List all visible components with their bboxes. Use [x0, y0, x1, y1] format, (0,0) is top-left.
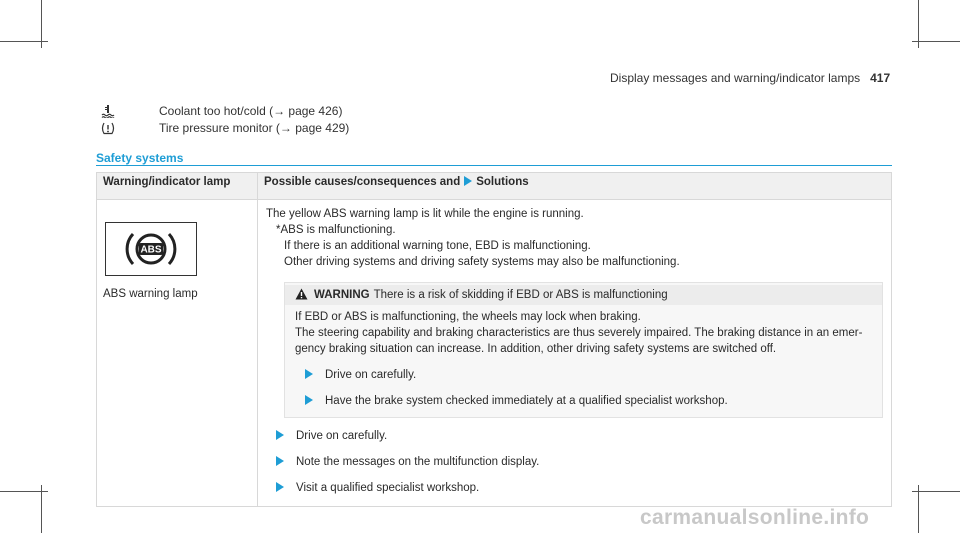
- column-header-causes: Possible causes/consequences and Solutions: [258, 173, 892, 200]
- crop-mark: [0, 491, 48, 492]
- column-header-lamp: Warning/indicator lamp: [97, 173, 258, 200]
- arrow-icon: [305, 395, 313, 405]
- warning-heading: [285, 285, 882, 305]
- warning-text: If EBD or ABS is malfunctioning, the wheels may lock when braking.: [295, 311, 641, 323]
- warning-step: Drive on carefully.: [295, 367, 872, 383]
- table-row: [97, 200, 892, 507]
- arrow-icon: [276, 482, 284, 492]
- solution-step: Drive on carefully.: [266, 428, 883, 444]
- solution-step: Note the messages on the multifunction display.: [266, 454, 883, 470]
- warning-lamp-table: [96, 172, 892, 507]
- warning-heading-text: There is a risk of skidding if EBD or ABS is malfunctioning: [373, 289, 668, 301]
- arrow-icon: [464, 176, 472, 186]
- intro-text: The yellow ABS warning lamp is lit while the engine is running.: [266, 208, 584, 220]
- page-number: 417: [870, 71, 891, 85]
- section-title: Safety systems: [96, 151, 184, 165]
- abs-warning-icon: [105, 222, 197, 276]
- table-header-row: [97, 173, 892, 200]
- solution-step: Visit a qualified specialist workshop.: [266, 480, 883, 496]
- warning-box: [284, 282, 883, 418]
- coolant-temperature-icon: [101, 105, 115, 118]
- crop-mark: [0, 41, 48, 42]
- crop-mark: [912, 41, 960, 42]
- warning-triangle-icon: [295, 288, 308, 300]
- page-header: [610, 71, 890, 85]
- warning-step: Have the brake system checked immediately at a qualified specialist workshop.: [295, 393, 872, 409]
- lamp-cell: [97, 200, 258, 507]
- svg-text:ABS: ABS: [140, 244, 162, 256]
- detail-text: Other driving systems and driving safety systems may also be malfunctioning.: [284, 256, 680, 268]
- crop-mark: [41, 485, 42, 533]
- legend-row-tire: [101, 121, 350, 135]
- legend-text: Tire pressure monitor (→ page 429): [159, 121, 350, 135]
- section-divider: [96, 165, 892, 166]
- warning-text: gency braking situation can increase. In addition, other driving safety systems are switched off.: [295, 343, 777, 355]
- warning-text: The steering capability and braking characteristics are thus severely impaired. The braking distance in an emer-: [295, 327, 863, 339]
- warning-label: WARNING: [314, 289, 370, 301]
- legend-row-coolant: [101, 104, 343, 118]
- arrow-icon: [276, 430, 284, 440]
- legend-text: Coolant too hot/cold (→ page 426): [159, 104, 343, 118]
- arrow-icon: [305, 369, 313, 379]
- detail-text: If there is an additional warning tone, EBD is malfunctioning.: [284, 240, 591, 252]
- causes-cell: [258, 200, 892, 507]
- watermark: carmanualsonline.info: [640, 506, 870, 529]
- tire-pressure-icon: [101, 122, 115, 135]
- crop-mark: [918, 485, 919, 533]
- lamp-label: ABS warning lamp: [103, 288, 198, 300]
- cause-text: *ABS is malfunctioning.: [276, 224, 396, 236]
- arrow-icon: [276, 456, 284, 466]
- header-title: Display messages and warning/indicator lamps: [610, 71, 861, 85]
- crop-mark: [912, 491, 960, 492]
